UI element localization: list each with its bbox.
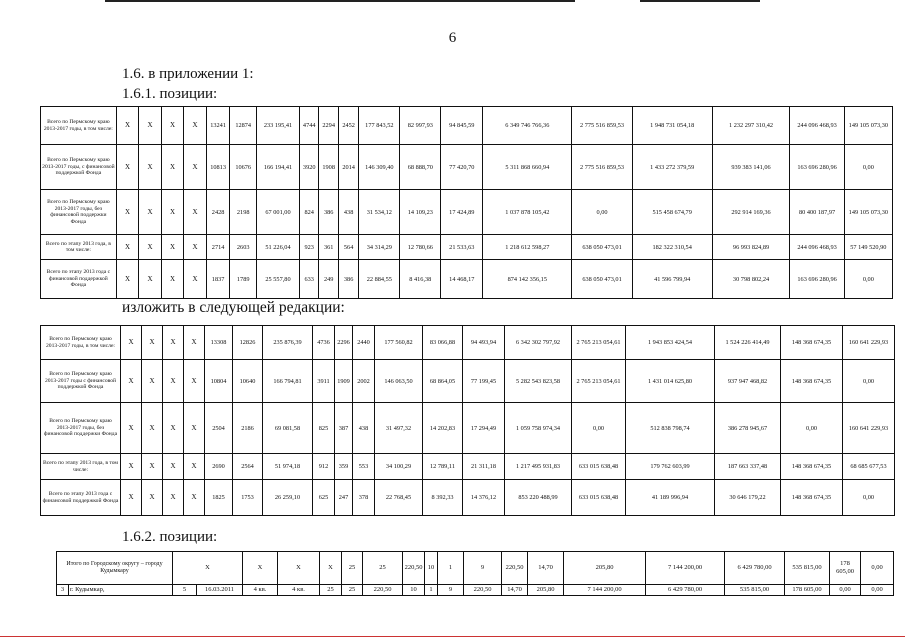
table-cell: 25 [342,552,363,585]
table-cell: 6 342 302 797,92 [505,326,572,360]
table-cell: 12874 [230,107,257,145]
table-cell: 2186 [233,403,263,454]
table-cell: 1 948 731 054,18 [632,107,712,145]
table-cell: 2603 [230,235,257,260]
table-cell: 82 997,93 [400,107,441,145]
table-cell: 1 524 226 414,49 [715,326,781,360]
table-cell: 386 [319,190,338,235]
table-cell: 7 144 200,00 [646,552,725,585]
table-cell: 0,00 [572,403,626,454]
heading-appendix: 1.6. в приложении 1: [122,66,254,82]
table-cell: X [184,360,205,403]
table-cell: 178 605,00 [830,552,861,585]
table-cell: 2296 [335,326,353,360]
table-cell: X [116,190,139,235]
table-cell: 874 142 356,15 [483,260,572,299]
table-cell: 205,80 [564,552,646,585]
table-cell: 2564 [233,454,263,480]
table-cell: 5 282 543 823,58 [505,360,572,403]
table-cell: 14,70 [528,552,564,585]
total-row [57,552,894,585]
table-cell: 235 876,39 [263,326,313,360]
table-cell: 515 458 674,79 [632,190,712,235]
table-cell: X [184,260,207,299]
table-cell: X [139,260,162,299]
table-cell: 5 311 868 660,94 [483,145,572,190]
table-cell: 3920 [300,145,319,190]
table-cell: 937 947 468,82 [715,360,781,403]
table-cell: 166 194,41 [257,145,300,190]
table-cell: 1 431 014 625,80 [626,360,715,403]
table-cell: 633 [300,260,319,299]
table-cell: 14 468,17 [441,260,483,299]
row-label-cell: Всего по Пермскому краю 2013-2017 годы, с финансовой поддержкой Фонда [41,145,117,190]
table-cell: 14 376,12 [463,480,505,516]
table-cell: 2 775 516 859,53 [572,107,632,145]
table-cell: 6 349 746 766,36 [483,107,572,145]
item-name-cell: г. Кудымкар, [69,585,173,596]
table-cell: 4 кв. [278,585,320,596]
table-old-edition [40,106,893,299]
table-cell: X [121,326,142,360]
table-cell: 0,00 [572,190,632,235]
table-cell: 80 400 187,97 [790,190,844,235]
table-cell: 68 888,70 [400,145,441,190]
table-cell: 41 189 996,94 [626,480,715,516]
table-cell: 31 497,32 [375,403,423,454]
table-cell: 2 775 516 859,53 [572,145,632,190]
table-cell: 22 768,45 [375,480,423,516]
table-cell: 0,00 [781,403,843,454]
table-cell: 14,70 [502,585,528,596]
table-cell: 220,50 [464,585,502,596]
heading-new-edition: изложить в следующей редакции: [122,299,345,316]
table-cell: 2690 [205,454,233,480]
table-cell: 34 100,29 [375,454,423,480]
table-cell: 553 [353,454,375,480]
table-cell: 149 105 073,30 [844,107,892,145]
table-cell: 4736 [313,326,335,360]
row-label-cell: Всего по этапу 2013 года, в том числе: [41,454,121,480]
table-cell: 9 [438,585,464,596]
table-cell: 67 001,00 [257,190,300,235]
table-cell: 386 [338,260,358,299]
top-edge-line [105,0,575,2]
table-cell: 2428 [206,190,230,235]
top-edge-line [640,0,760,2]
table-cell: 2440 [353,326,375,360]
row-label-cell: Всего по этапу 2013 года, в том числе: [41,235,117,260]
table-cell: 17 424,89 [441,190,483,235]
table-cell: X [161,235,184,260]
table-cell: 1 059 758 974,34 [505,403,572,454]
row-label-cell: Всего по Пермскому краю 2013-2017 годы, в том числе: [41,326,121,360]
table-row [41,403,895,454]
table-cell: X [139,235,162,260]
heading-positions-162: 1.6.2. позиции: [122,529,218,545]
table-cell: 12826 [233,326,263,360]
row-label-cell: Всего по Пермскому краю 2013-2017 годы, без финансовой поддержки Фонда [41,190,117,235]
table-cell: X [184,480,205,516]
table-cell: 179 762 603,99 [626,454,715,480]
table-cell: 10 [403,585,425,596]
table-cell: 378 [353,480,375,516]
table-cell: 25 [363,552,403,585]
table-cell: 638 050 473,01 [572,260,632,299]
table-cell: 83 066,88 [423,326,463,360]
table-cell: 633 015 638,48 [572,454,626,480]
table-cell: 0,00 [843,480,895,516]
table-cell: 77 199,45 [463,360,505,403]
table-cell: 8 392,33 [423,480,463,516]
table-cell: 9 [464,552,502,585]
table-cell: 51 226,04 [257,235,300,260]
table-cell: 187 663 337,48 [715,454,781,480]
table-new-edition [40,325,895,516]
table-cell: 438 [353,403,375,454]
table-row [41,326,895,360]
table-cell: 13308 [205,326,233,360]
table-cell: X [142,480,163,516]
table-cell: 25 [342,585,363,596]
table-cell: 387 [335,403,353,454]
table-cell: 17 294,49 [463,403,505,454]
table-cell: 182 322 310,54 [632,235,712,260]
table-cell: 163 696 280,96 [790,260,844,299]
table-cell: 220,50 [502,552,528,585]
table-cell: 94 493,94 [463,326,505,360]
table-cell: 163 696 280,96 [790,145,844,190]
table-cell: X [139,190,162,235]
table-cell: X [163,360,184,403]
table-row [41,454,895,480]
table-cell: 244 096 468,93 [790,107,844,145]
table-cell: 2452 [338,107,358,145]
table-cell: X [163,454,184,480]
table-cell: 939 383 141,06 [712,145,790,190]
table-cell: X [243,552,278,585]
table-cell: 30 646 179,22 [715,480,781,516]
table-row [41,107,893,145]
table-cell: 1 217 495 931,83 [505,454,572,480]
table-cell: 1837 [206,260,230,299]
table-cell: 0,00 [830,585,861,596]
table-cell: 148 368 674,35 [781,360,843,403]
table-cell: 148 368 674,35 [781,326,843,360]
table-cell: 77 420,70 [441,145,483,190]
table-cell: 1 218 612 598,27 [483,235,572,260]
table-cell: 41 596 799,94 [632,260,712,299]
table-cell: 146 063,50 [375,360,423,403]
table-cell: 633 015 638,48 [572,480,626,516]
table-cell: 359 [335,454,353,480]
row-label-cell: Всего по Пермскому краю 2013-2017 годы, в том числе: [41,107,117,145]
table-cell: X [139,107,162,145]
table-cell: X [116,260,139,299]
table-cell: 1 232 297 310,42 [712,107,790,145]
table-cell: 0,00 [843,360,895,403]
table-cell: 220,50 [363,585,403,596]
table-cell: 3 [57,585,69,596]
table-cell: X [161,190,184,235]
table-cell: 34 314,29 [359,235,400,260]
table-cell: X [184,145,207,190]
item-row [57,585,894,596]
row-label-cell: Всего по Пермскому краю 2013-2017 годы, без финансовой поддержки Фонда [41,403,121,454]
table-cell: 292 914 169,36 [712,190,790,235]
table-cell: 26 259,10 [263,480,313,516]
table-cell: 148 368 674,35 [781,454,843,480]
table-cell: 0,00 [844,260,892,299]
table-cell: 10 [425,552,438,585]
table-cell: 3911 [313,360,335,403]
table-cell: 244 096 468,93 [790,235,844,260]
table-cell: 68 685 677,53 [843,454,895,480]
table-cell: X [278,552,320,585]
table-cell: 0,00 [861,552,894,585]
table-cell: 14 202,83 [423,403,463,454]
table-cell: X [139,145,162,190]
table-cell: 923 [300,235,319,260]
table-cell: X [121,403,142,454]
table-cell: 564 [338,235,358,260]
table-cell: 14 109,23 [400,190,441,235]
table-cell: 146 309,40 [359,145,400,190]
table-cell: 1 [425,585,438,596]
table-cell: 2294 [319,107,338,145]
row-label-cell: Всего по этапу 2013 года с финансовой поддержкой Фонда [41,480,121,516]
table-cell: 1753 [233,480,263,516]
row-label-cell: Всего по этапу 2013 года с финансовой поддержкой Фонда [41,260,117,299]
table-cell: 512 838 798,74 [626,403,715,454]
table-cell: 1 943 853 424,54 [626,326,715,360]
table-cell: X [184,403,205,454]
table-cell: X [121,454,142,480]
table-cell: 148 368 674,35 [781,480,843,516]
table-cell: 10676 [230,145,257,190]
table-cell: 12 789,11 [423,454,463,480]
table-cell: X [161,260,184,299]
table-row [41,480,895,516]
table-cell: 57 149 520,90 [844,235,892,260]
table-cell: 247 [335,480,353,516]
table-cell: 96 993 824,89 [712,235,790,260]
table-cell: 438 [338,190,358,235]
table-cell: 31 534,12 [359,190,400,235]
table-cell: 386 278 945,67 [715,403,781,454]
table-cell: X [184,454,205,480]
table-cell: 1 [438,552,464,585]
table-cell: X [116,235,139,260]
table-cell: X [121,360,142,403]
table-cell: 2 765 213 054,61 [572,360,626,403]
table-cell: 160 641 229,93 [843,403,895,454]
table-cell: 1825 [205,480,233,516]
table-cell: 4744 [300,107,319,145]
table-cell: 1909 [335,360,353,403]
table-cell: 220,50 [403,552,425,585]
table-cell: 824 [300,190,319,235]
table-cell: X [161,145,184,190]
table-positions-162 [56,551,894,596]
table-cell: 16.03.2011 [197,585,243,596]
table-cell: 166 794,81 [263,360,313,403]
table-cell: 21 533,63 [441,235,483,260]
table-cell: 30 798 802,24 [712,260,790,299]
table-cell: X [116,145,139,190]
table-cell: 10640 [233,360,263,403]
table-cell: 638 050 473,01 [572,235,632,260]
row-label-cell: Всего по Пермскому краю 2013-2017 годы с финансовой поддержкой Фонда [41,360,121,403]
table-cell: 12 780,66 [400,235,441,260]
table-cell: X [142,403,163,454]
table-cell: X [161,107,184,145]
table-cell: 94 845,59 [441,107,483,145]
table-row [41,260,893,299]
table-cell: X [184,326,205,360]
table-cell: 10813 [206,145,230,190]
table-cell: 2002 [353,360,375,403]
table-cell: 205,80 [528,585,564,596]
table-cell: 535 815,00 [785,552,830,585]
table-cell: 233 195,41 [257,107,300,145]
total-label: Итого по Городскому округу – городу Кудымкару [57,552,173,585]
table-cell: 825 [313,403,335,454]
table-cell: 69 081,58 [263,403,313,454]
table-cell: X [142,326,163,360]
table-cell: 21 311,18 [463,454,505,480]
table-cell: 4 кв. [243,585,278,596]
table-row [41,190,893,235]
table-cell: 2504 [205,403,233,454]
table-cell: X [142,454,163,480]
table-cell: 0,00 [844,145,892,190]
table-cell: 149 105 073,30 [844,190,892,235]
table-cell: 13241 [206,107,230,145]
page-number: 6 [448,30,457,46]
table-cell: 2014 [338,145,358,190]
table-cell: 8 416,38 [400,260,441,299]
table-cell: 1908 [319,145,338,190]
table-cell: X [184,235,207,260]
table-cell: X [121,480,142,516]
table-cell: 361 [319,235,338,260]
table-cell: 68 864,05 [423,360,463,403]
table-cell: 7 144 200,00 [564,585,646,596]
table-cell: X [163,480,184,516]
table-cell: 177 843,52 [359,107,400,145]
heading-positions-161: 1.6.1. позиции: [122,86,218,102]
table-cell: 51 974,18 [263,454,313,480]
table-cell: 25 [320,585,342,596]
table-row [41,145,893,190]
table-cell: 177 560,82 [375,326,423,360]
table-cell: 160 641 229,93 [843,326,895,360]
table-cell: 2 765 213 054,61 [572,326,626,360]
table-cell: X [173,552,243,585]
table-cell: 22 884,55 [359,260,400,299]
table-cell: X [116,107,139,145]
table-cell: 6 429 780,00 [646,585,725,596]
table-cell: 853 220 488,99 [505,480,572,516]
table-cell: 2714 [206,235,230,260]
table-cell: 249 [319,260,338,299]
table-cell: 625 [313,480,335,516]
table-cell: 178 605,00 [785,585,830,596]
table-cell: 1789 [230,260,257,299]
table-cell: X [184,107,207,145]
table-cell: 1 433 272 379,59 [632,145,712,190]
table-row [41,360,895,403]
table-cell: 2198 [230,190,257,235]
table-cell: 25 557,80 [257,260,300,299]
table-cell: 535 815,00 [725,585,785,596]
table-cell: 10804 [205,360,233,403]
table-cell: X [142,360,163,403]
table-cell: 1 037 878 105,42 [483,190,572,235]
table-cell: 6 429 780,00 [725,552,785,585]
table-cell: 912 [313,454,335,480]
table-cell: 5 [173,585,197,596]
table-cell: X [184,190,207,235]
table-cell: X [320,552,342,585]
table-row [41,235,893,260]
table-cell: 0,00 [861,585,894,596]
table-cell: X [163,326,184,360]
bottom-edge-line [0,636,905,637]
table-cell: X [163,403,184,454]
